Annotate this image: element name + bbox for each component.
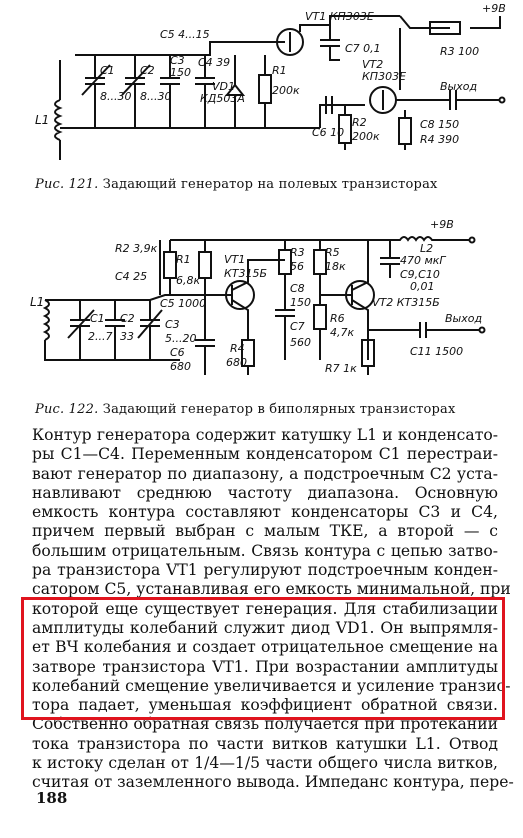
body-line: причем первый выбран с малым ТКЕ, а второй — с bbox=[32, 522, 498, 541]
fig121-c1-value: 8...30 bbox=[100, 90, 132, 103]
figure-122-schematic bbox=[0, 200, 523, 400]
fig122-vt1-type-label: КТ315Б bbox=[224, 267, 268, 280]
fig122-out-label: Выход bbox=[445, 312, 483, 325]
fig121-c4-label: C4 39 bbox=[198, 56, 231, 69]
fig122-l1-label: L1 bbox=[30, 295, 45, 309]
fig122-supply-label: +9В bbox=[430, 218, 454, 231]
fig121-c8-label: C8 150 bbox=[420, 118, 460, 131]
figure-121-caption bbox=[35, 177, 438, 192]
page-number: 188 bbox=[36, 789, 68, 807]
fig122-l2-value: 470 мкГ bbox=[400, 254, 446, 267]
fig122-r5-value: 18к bbox=[325, 260, 346, 273]
fig122-c7-label: C7 bbox=[290, 320, 305, 333]
fig122-c1-value: 2...7 bbox=[88, 330, 113, 343]
body-line: затворе транзистора VT1. При возрастании амплитуды bbox=[32, 657, 498, 676]
fig121-r3-label: R3 100 bbox=[440, 45, 480, 58]
body-line: сатором C5, устанавливая его емкость минимальной, при bbox=[32, 580, 511, 599]
fig122-c5-label: C5 1000 bbox=[160, 297, 207, 310]
fig122-r6-value: 4,7к bbox=[330, 326, 355, 339]
highlight-box bbox=[21, 597, 511, 720]
fig121-c5-label: C5 4...15 bbox=[160, 28, 210, 41]
body-line: которой еще существует генерация. Для стабилизации bbox=[32, 599, 498, 618]
fig122-r1-value: 6,8к bbox=[176, 274, 201, 287]
fig122-c2-label: C2 bbox=[120, 312, 135, 325]
body-line: ра транзистора VT1 регулируют подстроечным конден- bbox=[32, 561, 498, 580]
fig122-vt1-label: VT1 bbox=[224, 253, 246, 266]
body-line: емкость контура составляют конденсаторы C3 и C4, bbox=[32, 503, 498, 522]
body-line: к истоку сделан от 1/4—1/5 части общего числа витков, bbox=[32, 754, 498, 773]
body-line: ры C1—C4. Переменным конденсатором C1 перестраи- bbox=[32, 445, 498, 464]
figure-121-schematic bbox=[0, 0, 523, 175]
fig122-c6-label: C6 bbox=[170, 346, 185, 359]
fig122-c1-label: C1 bbox=[90, 312, 105, 325]
figure-122-caption-text: Задающий генератор в биполярных транзисторах bbox=[102, 402, 456, 417]
fig122-c3-value: 5...20 bbox=[165, 332, 197, 345]
fig121-c3-value: 150 bbox=[170, 66, 191, 79]
fig121-vt1-label: VT1 КП303Е bbox=[305, 10, 374, 23]
fig121-c2-value: 8...30 bbox=[140, 90, 172, 103]
fig121-supply-label: +9В bbox=[482, 2, 506, 15]
fig121-vt2-label: VT2 bbox=[362, 58, 384, 71]
fig121-r4-label: R4 390 bbox=[420, 133, 460, 146]
body-line: тока транзистора по части витков катушки L1. Отвод bbox=[32, 734, 498, 753]
fig122-c2-value: 33 bbox=[120, 330, 134, 343]
fig122-r2-label: R2 3,9к bbox=[115, 242, 158, 255]
fig122-r4-label: R4 bbox=[230, 342, 245, 355]
fig121-vd1-label: VD1 bbox=[212, 80, 235, 93]
fig121-c1-label: C1 bbox=[100, 64, 115, 77]
fig122-r3-value: 56 bbox=[290, 260, 304, 273]
figure-121-caption-text: Задающий генератор на полевых транзисторах bbox=[102, 177, 438, 192]
body-line: колебаний смещение увеличивается и усиление транзис- bbox=[32, 676, 511, 695]
fig122-c3-label: C3 bbox=[165, 318, 180, 331]
fig121-r1-value: 200к bbox=[272, 84, 300, 97]
fig122-r5-label: R5 bbox=[325, 246, 340, 259]
fig122-l2-label: L2 bbox=[420, 242, 434, 255]
fig121-out-label: Выход bbox=[440, 80, 478, 93]
body-line: большим отрицательным. Связь контура с цепью затво- bbox=[32, 541, 498, 560]
figure-121-caption-label: Рис. 121. bbox=[35, 177, 99, 192]
fig121-vt2-type-label: КП303Е bbox=[362, 70, 407, 83]
fig122-c8-label: C8 bbox=[290, 282, 305, 295]
fig121-r2-label: R2 bbox=[352, 116, 367, 129]
body-line: навливают среднюю частоту диапазона. Основную bbox=[32, 483, 498, 502]
figure-122-caption bbox=[35, 402, 456, 417]
figure-122-caption-label: Рис. 122. bbox=[35, 402, 99, 417]
fig121-c7-label: C7 0,1 bbox=[345, 42, 381, 55]
fig122-r6-label: R6 bbox=[330, 312, 345, 325]
fig122-c4-label: C4 25 bbox=[115, 270, 148, 283]
body-line: амплитуды колебаний служит диод VD1. Он выпрямля- bbox=[32, 618, 498, 637]
fig122-c9-value: 0,01 bbox=[410, 280, 435, 293]
body-line: вают генератор по диапазону, а подстроечным C2 уста- bbox=[32, 464, 498, 483]
fig122-r4-value: 680 bbox=[226, 356, 247, 369]
fig122-c11-label: C11 1500 bbox=[410, 345, 464, 358]
fig122-r3-label: R3 bbox=[290, 246, 305, 259]
fig122-r7-label: R7 1к bbox=[325, 362, 357, 375]
fig121-l1-label: L1 bbox=[35, 113, 50, 127]
body-line: ет ВЧ колебания и создает отрицательное смещение на bbox=[32, 638, 498, 657]
fig122-vt2-label: VT2 КТ315Б bbox=[372, 296, 440, 309]
fig122-c7-value: 560 bbox=[290, 336, 311, 349]
body-line: Контур генератора содержит катушку L1 и конденсато- bbox=[32, 426, 498, 444]
body-line: считая от заземленного вывода. Импеданс контура, пере- bbox=[32, 773, 514, 792]
fig121-c6-label: C6 10 bbox=[312, 126, 345, 139]
fig121-c2-label: C2 bbox=[140, 64, 155, 77]
fig121-r1-label: R1 bbox=[272, 64, 287, 77]
fig122-c8-value: 150 bbox=[290, 296, 311, 309]
fig122-c9-label: C9,C10 bbox=[400, 268, 440, 281]
fig121-r2-value: 200к bbox=[352, 130, 380, 143]
body-line: тора падает, уменьшая коэффициент обратной связи. bbox=[32, 696, 498, 715]
fig122-c6-value: 680 bbox=[170, 360, 191, 373]
fig122-r1-label: R1 bbox=[176, 253, 191, 266]
fig121-c3-label: C3 bbox=[170, 54, 185, 67]
body-line: Собственно обратная связь получается при протекании bbox=[32, 715, 498, 734]
fig121-vd1-type-label: КД503А bbox=[200, 92, 245, 105]
